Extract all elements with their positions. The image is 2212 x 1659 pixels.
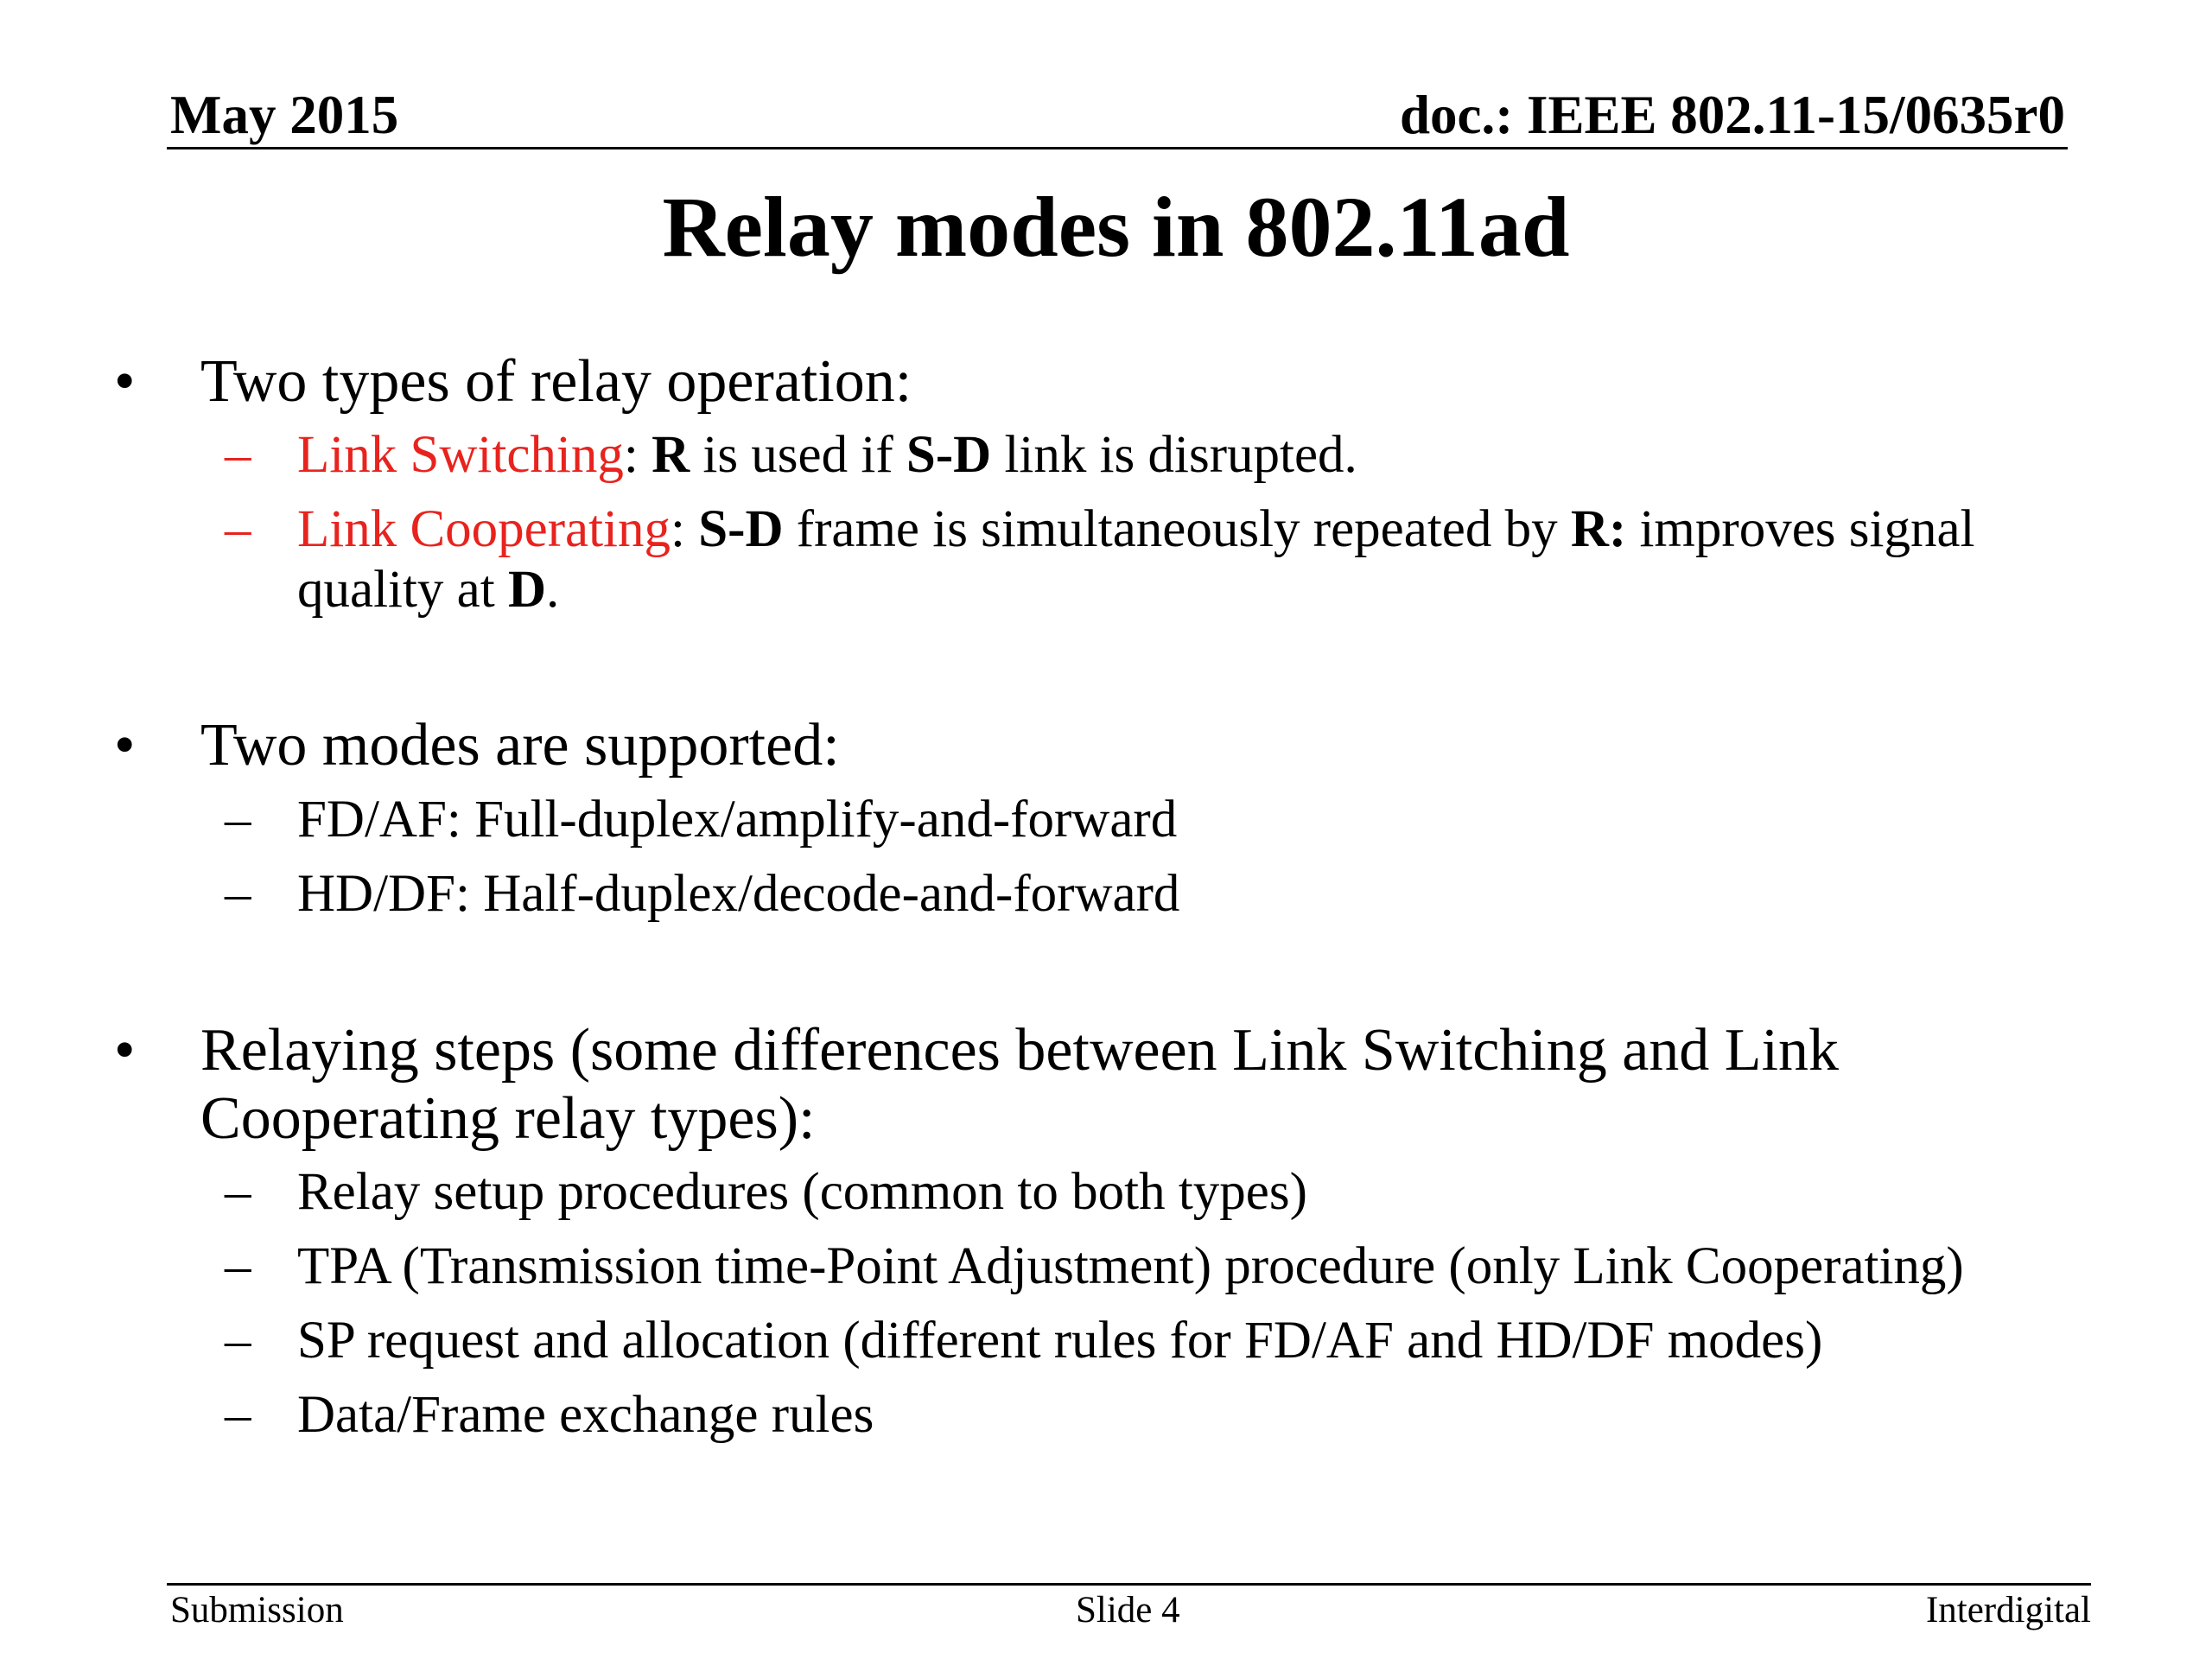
header-divider [167,147,2068,149]
sub-bullet-tpa [225,1236,2094,1297]
dash-marker: – [225,1312,251,1370]
footer-submission: Submission [170,1590,344,1630]
dash-marker: – [225,500,251,558]
bullet-relay-operation-types [114,347,2015,416]
sub-text-bold: R [652,426,690,484]
sub-text: frame is simultaneously repeated by [783,500,1571,558]
sub-bullet-link-switching [225,425,2094,486]
sub-text-bold: R: [1570,500,1627,558]
sub-text-bold: S-D [906,426,992,484]
sub-text: FD/AF: Full-duplex/amplify-and-forward [297,791,1178,849]
sub-bullet-fd-af [225,790,2094,850]
dash-marker: – [225,1237,251,1295]
dash-marker: – [225,1386,251,1444]
bullet-marker: • [114,712,136,779]
sub-text: is used if [690,426,906,484]
dash-marker: – [225,1163,251,1221]
term-link-cooperating: Link Cooperating [297,500,671,558]
sub-bullet-link-cooperating [225,499,2094,620]
sub-text: improves signal [1626,500,1975,558]
dash-marker: – [225,791,251,849]
sub-text: Relay setup procedures (common to both types) [297,1163,1307,1221]
sub-bullet-hd-df [225,864,2094,925]
sub-text: link is disrupted. [991,426,1357,484]
dash-marker: – [225,426,251,484]
sub-bullet-sp-request [225,1311,2094,1371]
header-date: May 2015 [170,85,399,145]
sub-text: . [546,561,560,619]
bullet-text-line2: Cooperating relay types): [200,1085,816,1152]
footer-organization: Interdigital [1925,1590,2091,1630]
bullet-text-line1: Relaying steps (some differences between Link Switching and Link [200,1017,1840,1084]
slide-title: Relay modes in 802.11ad [662,179,1570,275]
sub-text: : [623,426,652,484]
bullet-marker: • [114,348,136,415]
footer-divider [167,1583,2091,1586]
sub-bullet-relay-setup [225,1162,2094,1223]
bullet-marker: • [114,1017,136,1084]
dash-marker: – [225,865,251,923]
sub-bullet-data-exchange [225,1385,2094,1446]
bullet-relaying-steps [114,1016,2015,1153]
footer-slide-number: Slide 4 [1076,1590,1180,1630]
sub-text: Data/Frame exchange rules [297,1386,874,1444]
sub-text: TPA (Transmission time-Point Adjustment) procedure (only Link Cooperating) [297,1237,1964,1295]
sub-text: SP request and allocation (different rules for FD/AF and HD/DF modes) [297,1312,1823,1370]
sub-text: HD/DF: Half-duplex/decode-and-forward [297,865,1180,923]
sub-text: : [671,500,699,558]
bullet-text: Two modes are supported: [200,712,840,779]
bullet-supported-modes [114,711,2015,779]
header-doc-id: doc.: IEEE 802.11-15/0635r0 [1399,85,2065,145]
bullet-text: Two types of relay operation: [200,348,912,415]
sub-text: quality at [297,561,508,619]
sub-text-bold: S-D [698,500,784,558]
term-link-switching: Link Switching [297,426,624,484]
sub-text-bold: D [507,561,547,619]
